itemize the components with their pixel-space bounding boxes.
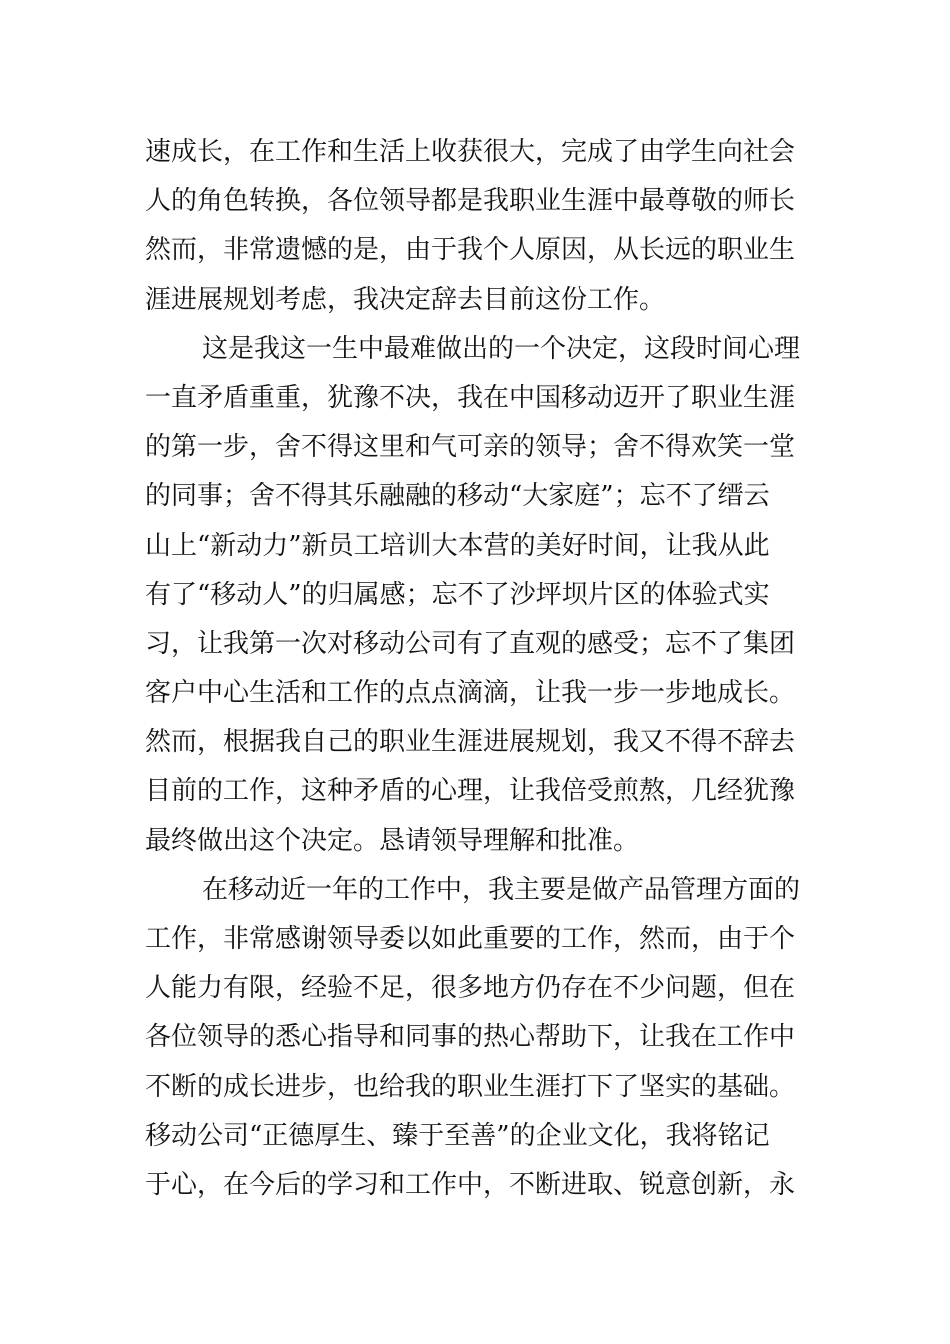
text-line: 习，让我第一次对移动公司有了直观的感受；忘不了集团: [145, 628, 796, 659]
text-line: 客户中心生活和工作的点点滴滴，让我一步一步地成长。: [145, 678, 796, 709]
text-line: 山上“新动力”新员工培训大本营的美好时间，让我从此: [145, 530, 770, 561]
text-line: 速成长，在工作和生活上收获很大，完成了由学生向社会: [145, 137, 796, 167]
text-line: 人的角色转换，各位领导都是我职业生涯中最尊敬的师长: [145, 186, 796, 217]
text-line: 涯进展规划考虑，我决定辞去目前这份工作。: [145, 284, 666, 315]
paragraph-first-line: 这是我这一生中最难做出的一个决定，这段时间心理: [202, 333, 801, 364]
text-line: 不断的成长进步，也给我的职业生涯打下了坚实的基础。: [145, 1071, 796, 1102]
body-text: [145, 128, 810, 1210]
paragraph-first-line: 在移动近一年的工作中，我主要是做产品管理方面的: [202, 874, 801, 905]
text-line: 然而，根据我自己的职业生涯进展规划，我又不得不辞去: [145, 727, 796, 758]
text-line: 然而，非常遗憾的是，由于我个人原因，从长远的职业生: [145, 235, 796, 266]
text-line: 的第一步，舍不得这里和气可亲的领导；舍不得欢笑一堂: [145, 432, 796, 463]
text-line: 人能力有限，经验不足，很多地方仍存在不少问题，但在: [145, 973, 796, 1004]
text-line: 最终做出这个决定。恳请领导理解和批准。: [145, 825, 640, 856]
text-line: 各位领导的悉心指导和同事的热心帮助下，让我在工作中: [145, 1022, 796, 1053]
text-line: 于心，在今后的学习和工作中，不断进取、锐意创新，永: [145, 1169, 796, 1200]
text-line: 的同事；舍不得其乐融融的移动“大家庭”；忘不了缙云: [145, 481, 770, 512]
text-line: 移动公司“正德厚生、臻于至善”的企业文化，我将铭记: [145, 1120, 770, 1151]
text-line: 目前的工作，这种矛盾的心理，让我倍受煎熬，几经犹豫: [145, 776, 796, 807]
text-line: 工作，非常感谢领导委以如此重要的工作，然而，由于个: [145, 924, 796, 954]
text-line: 一直矛盾重重，犹豫不决，我在中国移动迈开了职业生涯: [145, 382, 796, 413]
text-line: 有了“移动人”的归属感；忘不了沙坪坝片区的体验式实: [145, 579, 770, 610]
